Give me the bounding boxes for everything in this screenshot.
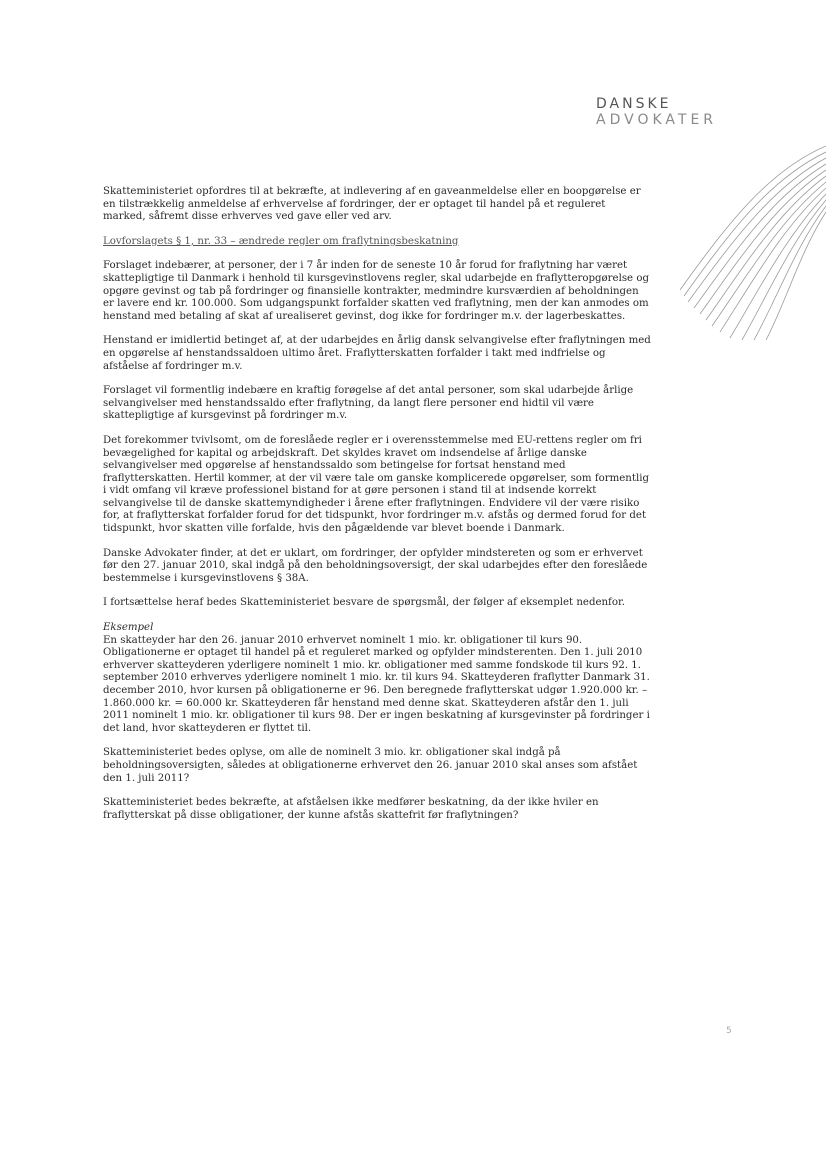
section-heading-fraflytningsbeskatning: Lovforslagets § 1, nr. 33 – ændrede regler om fraflytningsbeskatning (103, 235, 459, 247)
paragraph-henstand: Henstand er imidlertid betinget af, at der udarbejdes en årlig dansk selvangivelse efter fraflytningen med en opgørelse af henstandssaldoen ultimo året. Fraflytterskatten forfalder i takt med indfrielse og afståelse af fordringer m.v. (103, 335, 651, 372)
paragraph-beholdningsoversigt: Danske Advokater finder, at det er uklart, om fordringer, der opfylder mindstereten og som er erhvervet før den 27. januar 2010, skal indgå på den beholdningsoversigt, der skal udarbejdes efter den foreslåede bestemmelse i kursgevinstlovens § 38A. (103, 547, 648, 584)
logo-line-2: ADVOKATER (596, 112, 718, 128)
paragraph-sporgsmal-intro: I fortsættelse heraf bedes Skatteministeriet besvare de spørgsmål, der følger af eksemplet nedenfor. (103, 597, 625, 609)
decorative-swoosh-graphic (650, 140, 826, 340)
example-text: En skatteyder har den 26. januar 2010 erhvervet nominelt 1 mio. kr. obligationer til kurs 90. Obligationerne er optaget til handel på et reguleret marked og opfylder mindsterenten. Den 1. juli 2010 erhverver skatteyderen yderligere nominelt 1 mio. kr. obligationer med samme fondskode til kurs 92. 1. september 2010 erhverves yderligere nominelt 1 mio. kr. til kurs 94. Skatteyderen fraflytter Danmark 31. december 2010, hvor kursen på obligationerne er 96. Den beregnede fraflytterskat udgør 1.920.000 kr. – 1.860.000 kr. = 60.000 kr. Skatteyderen får henstand med denne skat. Skatteyderen afstår den 1. juli 2011 nominelt 1 mio. kr. obligationer til kurs 98. Der er ingen beskatning af kursgevinster på fordringer i det land, hvor skatteyderen er flyttet til. (103, 634, 650, 734)
example-title: Eksempel (103, 622, 154, 634)
paragraph-forogelse: Forslaget vil formentlig indebære en kraftig forøgelse af det antal personer, som skal udarbejde årlige selvangivelser med henstandssaldo efter fraflytning, da langt flere personer end hidtil vil være skattepligtige af kursgevinst på fordringer m.v. (103, 385, 634, 422)
question-2: Skatteministeriet bedes bekræfte, at afståelsen ikke medfører beskatning, da der ikke hviler en fraflytterskat på disse obligationer, der kunne afstås skattefrit før fraflytningen? (103, 797, 599, 821)
danske-advokater-logo (596, 96, 756, 128)
paragraph-gaveanmeldelse: Skatteministeriet opfordres til at bekræfte, at indlevering af en gaveanmeldelse eller en boopgørelse er en tilstrækkelig anmeldelse af erhvervelse af fordringer, der er optaget til handel på et reguleret marked, såfremt disse erhverves ved gave eller ved arv. (103, 186, 641, 223)
paragraph-eu-ret: Det forekommer tvivlsomt, om de foreslåede regler er i overensstemmelse med EU-rettens regler om fri bevægelighed for kapital og arbejdskraft. Det skyldes kravet om indsendelse af årlige danske selvangivelser med opgørelse af henstandssaldo som betingelse for fortsat henstand med fraflytterskatten. Hertil kommer, at der vil være tale om ganske komplicerede opgørelser, som formentlig i vidt omfang vil kræve professionel bistand for at gøre personen i stand til at indsende korrekt selvangivelse til de danske skattemyndigheder i årene efter fraflytningen. Endvidere vil der være risiko for, at fraflytterskat forfalder forud for det tidspunkt, hvor fordringer m.v. afstås og dermed forud for det tidspunkt, hvor skatten ville forfalde, hvis den pågældende var blevet boende i Danmark. (103, 434, 649, 535)
paragraph-forslaget-indebaerer: Forslaget indebærer, at personer, der i 7 år inden for de seneste 10 år forud for fraflytning har været skattepligtige til Danmark i henhold til kursgevinstlovens regler, skal udarbejde en fraflytteropgørelse og opgøre gevinst og tab på fordringer og finansielle kontrakter, medmindre kursværdien af beholdningen er lavere end kr. 100.000. Som udgangspunkt forfalder skatten ved fraflytning, men der kan anmodes om henstand med betaling af skat af urealiseret gevinst, dog ikke for fordringer m.v. der lagerbeskattes. (103, 260, 649, 322)
page-number: 5 (726, 1026, 732, 1036)
question-1: Skatteministeriet bedes oplyse, om alle de nominelt 3 mio. kr. obligationer skal indgå på beholdningsoversigten, således at obligationerne erhvervet den 26. januar 2010 skal anses som afstået den 1. juli 2011? (103, 747, 638, 784)
example-block (103, 622, 651, 735)
letter-body (103, 186, 651, 834)
logo-line-1: DANSKE (596, 96, 672, 112)
